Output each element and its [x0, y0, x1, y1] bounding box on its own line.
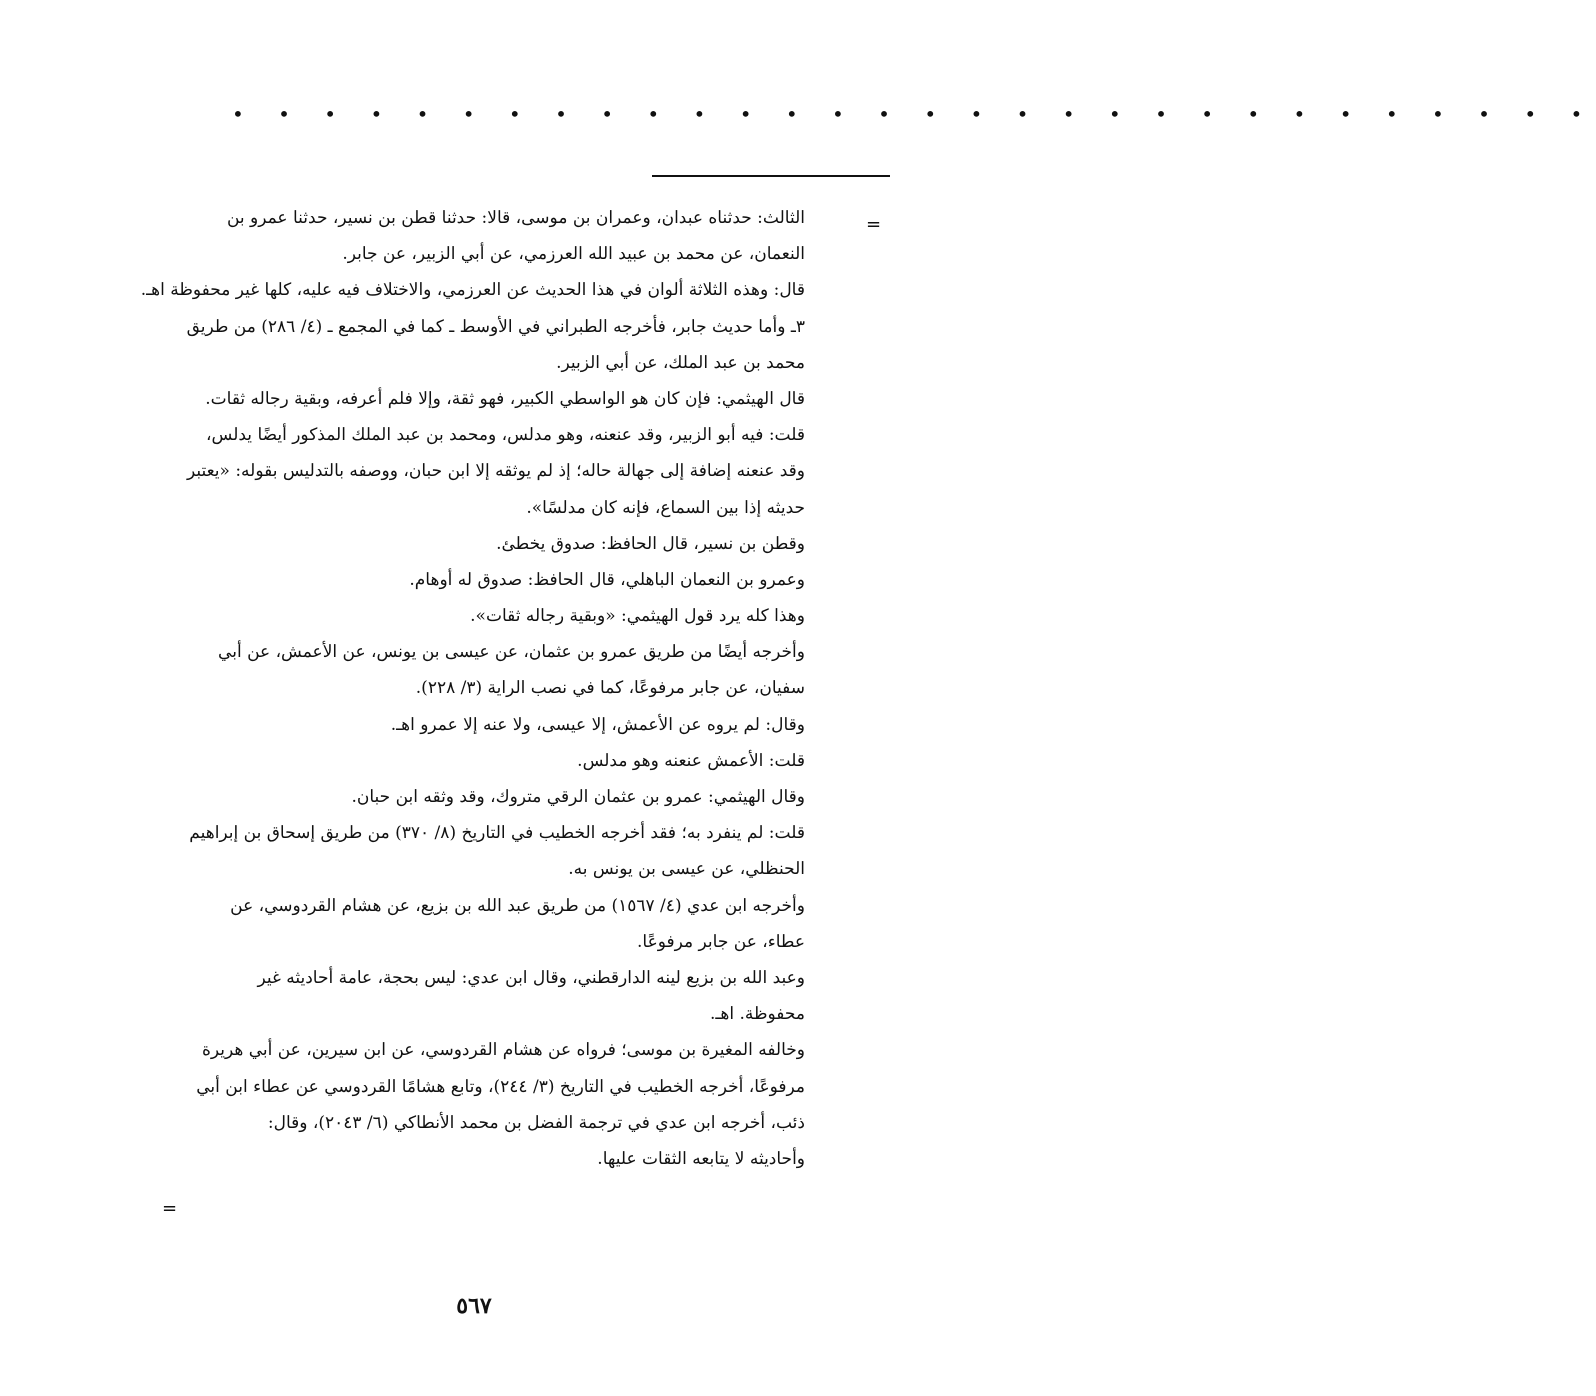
text-line-25: مرفوعًا، أخرجه الخطيب في التاريخ (٣/ ٢٤٤)، وتابع هشامًا القردوسي عن عطاء ابن أبي: [196, 1076, 805, 1097]
text-line-14: سفيان، عن جابر مرفوعًا، كما في نصب الراية (٣/ ٢٢٨).: [415, 678, 805, 699]
continuation-mark-bottom: =: [162, 1198, 178, 1219]
text-line-23: محفوظة. اهـ.: [710, 1004, 805, 1025]
text-line-1: الثالث: حدثناه عبدان، وعمران بن موسى، قالا: حدثنا قطن بن نسير، حدثنا عمرو بن: [226, 208, 805, 228]
header-separator-line: [652, 175, 890, 177]
continuation-mark-top: =: [866, 214, 882, 235]
page-number: ٥٦٧: [456, 1293, 492, 1319]
text-line-5: محمد بن عبد الملك، عن أبي الزبير.: [556, 352, 805, 373]
text-line-10: وقطن بن نسير، قال الحافظ: صدوق يخطئ.: [496, 533, 805, 554]
text-line-27: وأحاديثه لا يتابعه الثقات عليها.: [597, 1148, 805, 1169]
text-line-18: قلت: لم ينفرد به؛ فقد أخرجه الخطيب في التاريخ (٨/ ٣٧٠) من طريق إسحاق بن إبراهيم: [189, 823, 805, 844]
text-line-6: قال الهيثمي: فإن كان هو الواسطي الكبير، فهو ثقة، وإلا فلم أعرفه، وبقية رجاله ثقات.: [205, 388, 805, 409]
text-line-26: ذئب، أخرجه ابن عدي في ترجمة الفضل بن محمد الأنطاكي (٦/ ٢٠٤٣)، وقال:: [267, 1112, 805, 1133]
text-line-13: وأخرجه أيضًا من طريق عمرو بن عثمان، عن عيسى بن يونس، عن الأعمش، عن أبي: [218, 642, 805, 663]
text-line-2: النعمان، عن محمد بن عبيد الله العرزمي، عن أبي الزبير، عن جابر.: [342, 244, 805, 265]
text-line-3: قال: وهذه الثلاثة ألوان في هذا الحديث عن العرزمي، والاختلاف فيه عليه، كلها غير محفوظة اهـ.: [140, 280, 805, 301]
text-line-21: عطاء، عن جابر مرفوعًا.: [637, 931, 805, 952]
text-line-11: وعمرو بن النعمان الباهلي، قال الحافظ: صدوق له أوهام.: [409, 569, 805, 590]
text-line-17: وقال الهيثمي: عمرو بن عثمان الرقي متروك، وقد وثقه ابن حبان.: [351, 787, 805, 807]
text-line-9: حديثه إذا بين السماع، فإنه كان مدلسًا».: [526, 497, 805, 518]
text-line-4: ٣ـ وأما حديث جابر، فأخرجه الطبراني في الأوسط ـ كما في المجمع ـ (٤/ ٢٨٦) من طريق: [186, 316, 805, 337]
text-line-20: وأخرجه ابن عدي (٤/ ١٥٦٧) من طريق عبد الله بن بزيع، عن هشام القردوسي، عن: [230, 895, 805, 916]
text-line-22: وعبد الله بن بزيع لينه الدارقطني، وقال ابن عدي: ليس بحجة، عامة أحاديثه غير: [257, 967, 805, 988]
text-line-16: قلت: الأعمش عنعنه وهو مدلس.: [577, 750, 805, 771]
header-dotted-rule: • • • • • • • • • • • • • • • • • • • • • • • • • • • • • •: [232, 102, 1596, 126]
text-line-19: الحنظلي، عن عيسى بن يونس به.: [568, 859, 805, 880]
text-line-12: وهذا كله يرد قول الهيثمي: «وبقية رجاله ثقات».: [470, 606, 805, 627]
text-line-8: وقد عنعنه إضافة إلى جهالة حاله؛ إذ لم يوثقه إلا ابن حبان، ووصفه بالتدليس بقوله: «يعتبر: [186, 461, 805, 482]
text-line-7: قلت: فيه أبو الزبير، وقد عنعنه، وهو مدلس، ومحمد بن عبد الملك المذكور أيضًا يدلس،: [206, 425, 805, 446]
text-line-24: وخالفه المغيرة بن موسى؛ فرواه عن هشام القردوسي، عن ابن سيرين، عن أبي هريرة: [201, 1040, 805, 1061]
text-line-15: وقال: لم يروه عن الأعمش، إلا عيسى، ولا عنه إلا عمرو اهـ.: [390, 714, 805, 735]
body-text: [140, 200, 805, 1177]
